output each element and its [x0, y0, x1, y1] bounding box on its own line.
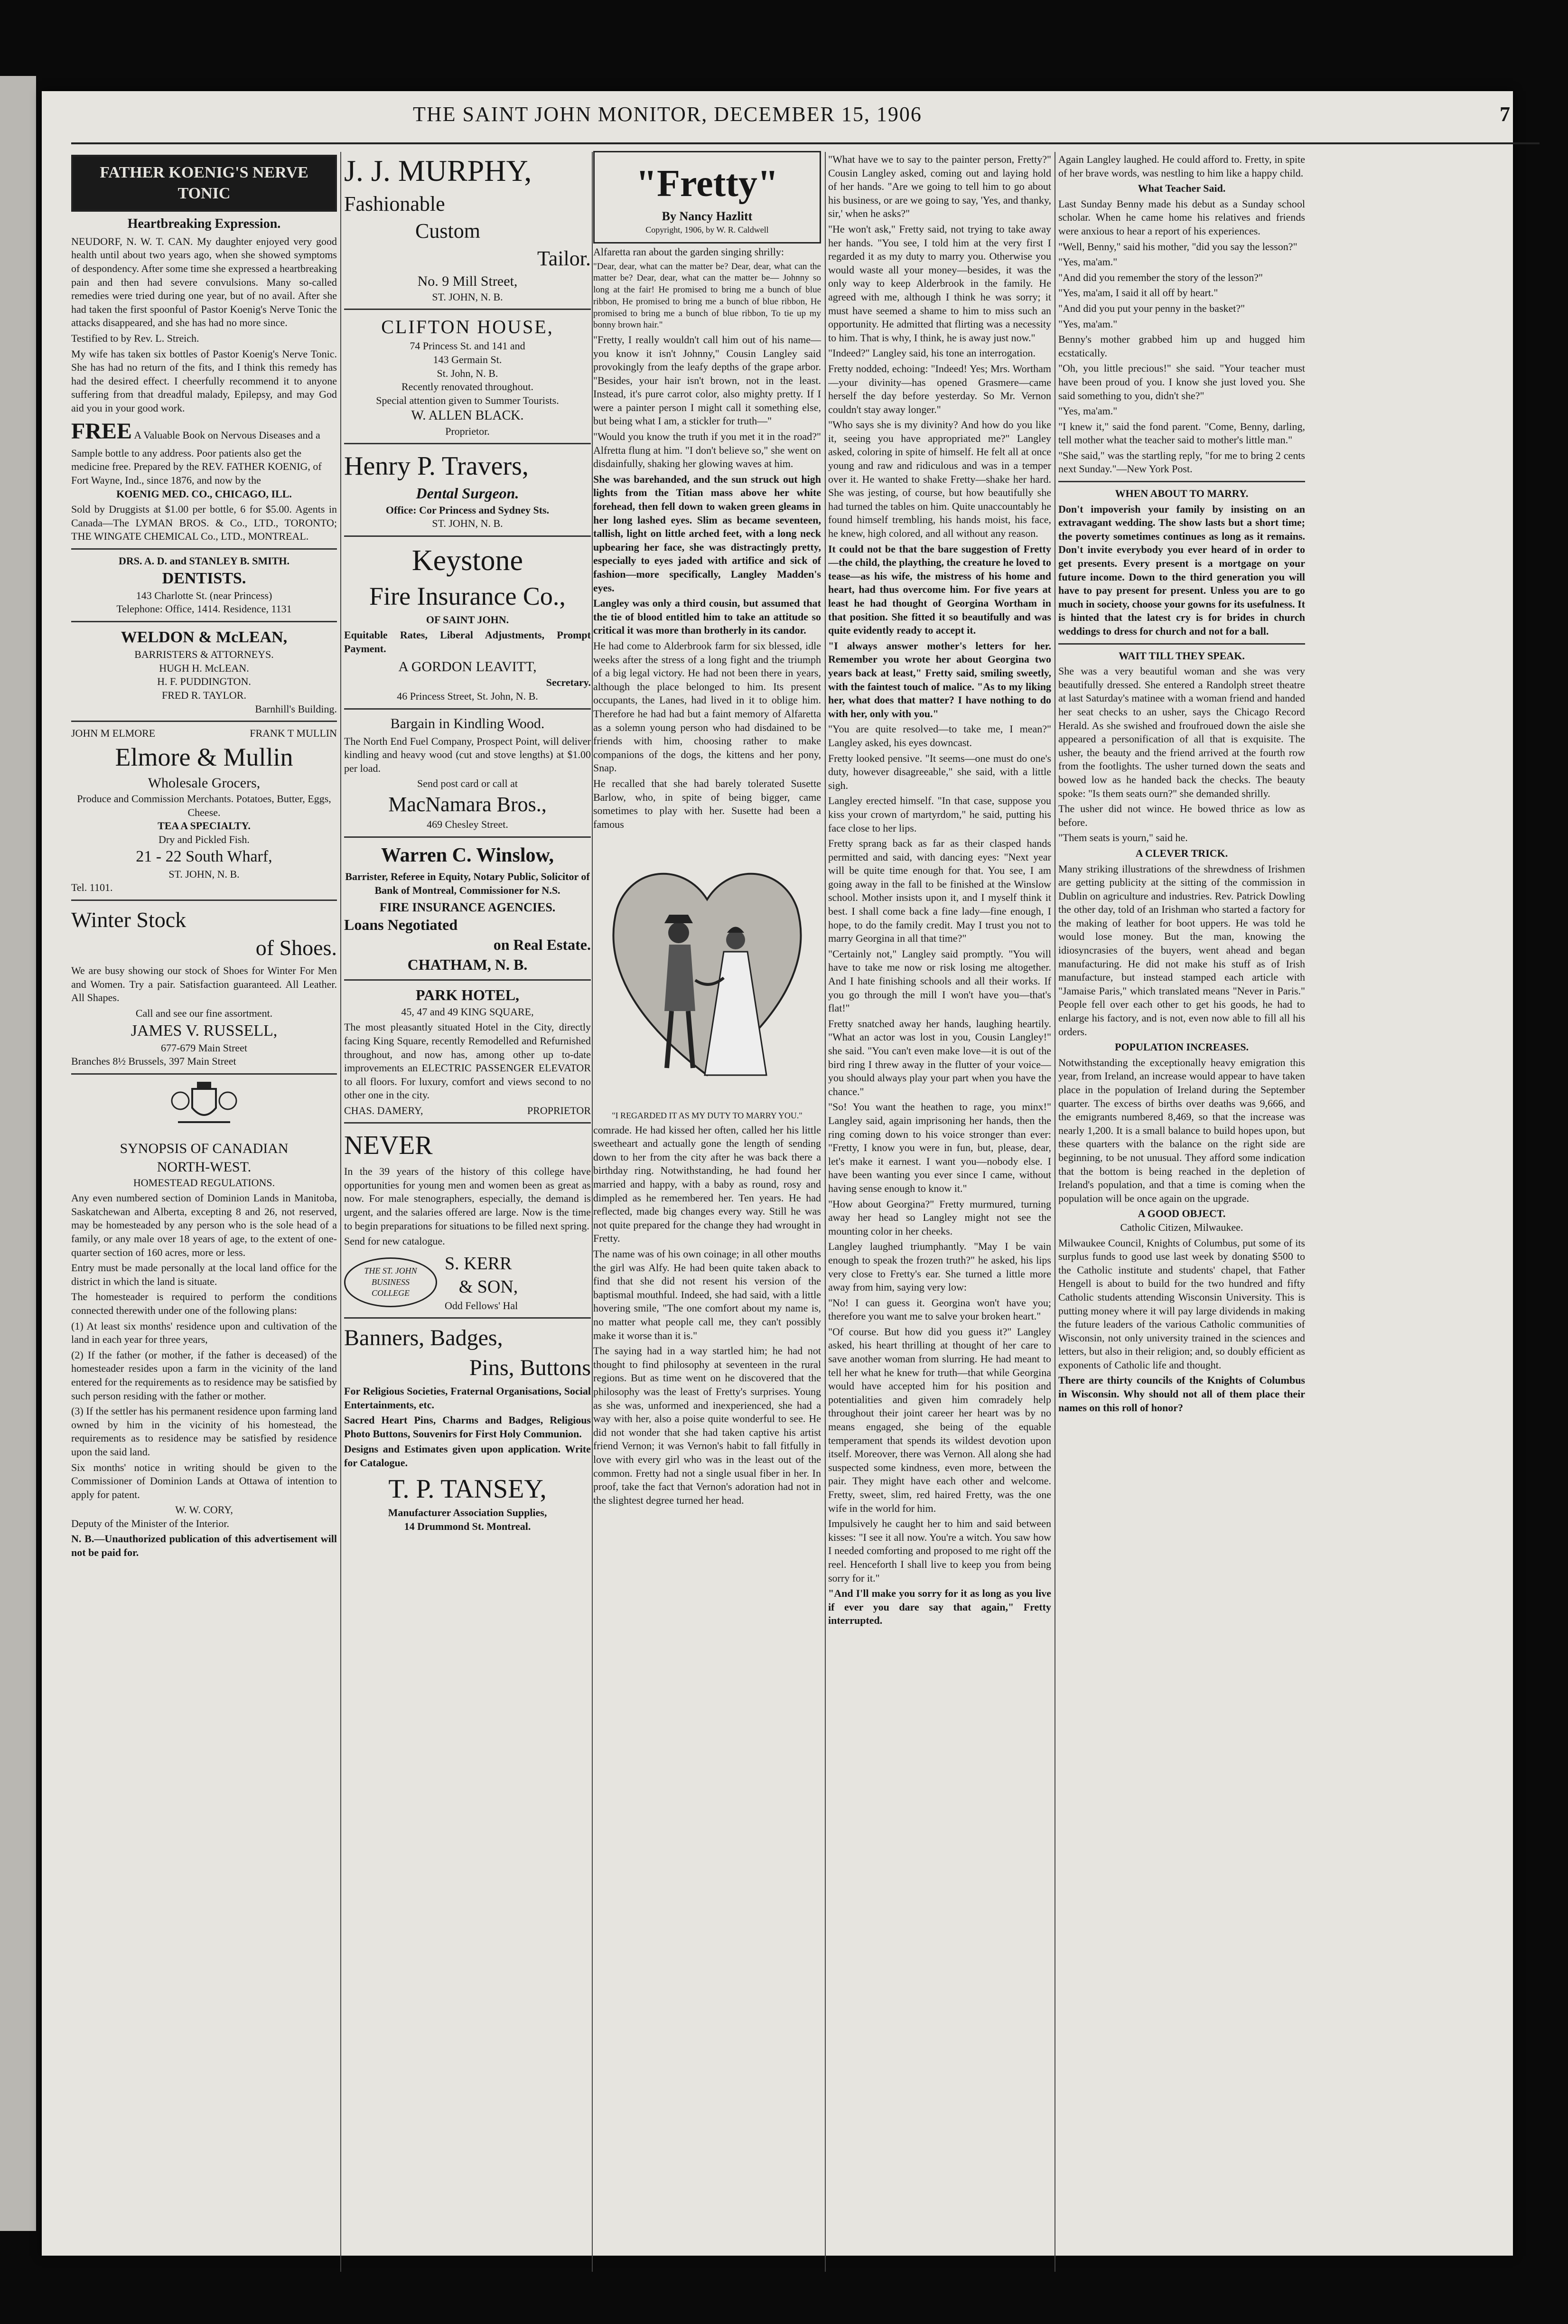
keystone-heading: Fire Insurance Co., [369, 582, 566, 611]
divider [71, 548, 337, 550]
weldon-subtitle: BARRISTERS & ATTORNEYS. [134, 648, 274, 661]
story-paragraph: Fretty nodded, echoing: "Indeed! Yes; Mrs. Wortham—your divinity—has opened Grasmere—came herself the day before yesterday. So Mr. Vernon couldn't stay away longer." [828, 362, 1051, 415]
story-paragraph: "No! I can guess it. Georgina won't have you; therefore you want me to salve your broken heart." [828, 1296, 1051, 1322]
story-paragraph: He had come to Alderbrook farm for six blessed, idle weeks after the stress of a long fight and the triumph of a big legal victory. He had not been there in years, although the place belonged to him. Its present occupants, the Lanes, had lived in it to oblige him. Therefore he had had but a faint memory of Alfaretta as a solemn young person who had disdained to be friends with him, choosing rather to make companions of the dogs, the kittens and her pony, Snap. [593, 639, 821, 774]
synopsis-paragraph: (3) If the settler has his permanent residence upon farming land owned by him in the vicinity of his homestead, the requirements as to residence may be satisfied by residence upon the said land. [71, 1405, 337, 1458]
divider [344, 708, 591, 710]
travers-city: ST. JOHN, N. B. [432, 517, 503, 530]
story-paragraph: "What have we to say to the painter person, Fretty?" Cousin Langley asked, coming out and laying hold of her hands. "Are we going to tell him to go about his business, or are we going to say, 'Yes, and thanky, sir,' when he asks?" [828, 153, 1051, 220]
murphy-address: No. 9 Mill Street, [417, 273, 518, 289]
shoes-call: Call and see our fine assortment. [135, 1007, 273, 1020]
kerr-block [445, 1252, 518, 1312]
heart-illustration [603, 838, 812, 1104]
column-rule [825, 152, 826, 2272]
story-paragraph: "Of course. But how did you guess it?" Langley asked, his heart thrilling at thought of her care to save another woman from slurring. He had meant to tell her what he knew for truth—that while Georgina would have accepted him for his position and potentialities and given him comradely help throughout their joint career her heart was by no means engaged, she being of the equable temperament that spends its wildest devotion upon itself. Moreover, there was Vernon. All along she had suspected some kindness, even more, between the pair. They might have each other and welcome. Fretty, sweet, slim, red haired Fretty, was the one wife in the world for him. [828, 1325, 1051, 1514]
divider [71, 621, 337, 622]
article-paragraph: Don't impoverish your family by insisting on an extravagant wedding. The show lasts but a short time; the poverty sometimes continues as long as it remains. Don't invite everybody you ever heard of in order to get presents. Every present is a mortgage on your future income. Down to the third generation you will have to pay present for present. Unless you are to go much in society, choose your gowns for its usefulness. It is hinted that the latest cry is for brides in church weddings to dress for church and not for a ball. [1058, 503, 1305, 637]
column-5 [1058, 151, 1305, 2272]
story-paragraph: "I always answer mother's letters for her. Remember you wrote her about Georgina two years back at least," Fretty said, smiling sweetly, with the faintest touch of malice. "As to my liking her, what does that matter? I have nothing to do with her, only with you." [828, 639, 1051, 720]
kindling-body: The North End Fuel Company, Prospect Point, will deliver kindling and heavy wood (cut and stove lengths) at $1.00 per load. [344, 735, 591, 774]
banners-body: For Religious Societies, Fraternal Organisations, Social Entertainments, etc. [344, 1385, 591, 1411]
kerr-heading: S. KERR [445, 1253, 512, 1274]
article-paragraph: The usher did not wince. He bowed thrice as low as before. [1058, 803, 1305, 828]
synopsis-paragraph: (1) At least six months' residence upon and cultivation of the land in each year for three years, [71, 1320, 337, 1346]
murphy-line: Tailor. [537, 246, 591, 270]
article-paragraph: "She said," was the startling reply, "for me to bring 2 cents next Sunday."—New York Post. [1058, 449, 1305, 475]
article-paragraph: "And did you put your penny in the basket?" [1058, 302, 1245, 314]
story-paragraph: He recalled that she had barely tolerated Susette Barlow, who, in spite of being bigger, came sometimes to play with her. Susette had been a famous [593, 777, 821, 830]
synopsis-signer-title: Deputy of the Minister of the Interior. [71, 1517, 229, 1529]
kindling-heading: Bargain in Kindling Wood. [390, 715, 545, 731]
story-paragraph: The saying had in a way startled him; he had not thought to find philosophy at seventeen in the rural regions. But as time went on he discovered that the philosophy was the least of Fretty's surprises. Young as she was, unformed and inexperienced, she had a way with her, also a poise quite wonderful to see. He did not wonder that she had taken captive his artist friend Vernon; it was Vernon's habit to fall fitfully in love with every girl who was in the least out of the common. Fretty had not a single usual fiber in her. In proof, take the fact that Vernon's adoration had not in the slightest degree turned her head. [593, 1345, 821, 1506]
koenig-price: Sold by Druggists at $1.00 per bottle, 6 for $5.00. Agents in Canada—The LYMAN BROS. & Co., LTD., TORONTO; THE WINGATE CHEMICAL Co., LTD., MONTREAL. [71, 503, 337, 543]
article-paragraph: "Yes, ma'am." [1058, 256, 1118, 268]
synopsis-note: N. B.—Unauthorized publication of this advertisement will not be paid for. [71, 1533, 337, 1559]
winslow-loans: Loans Negotiated [344, 916, 458, 934]
clifton-proprietor: Proprietor. [445, 425, 490, 437]
ad-heading: Heartbreaking Expression. [127, 216, 281, 232]
header-rule [71, 142, 1540, 144]
story-paragraph: Langley laughed triumphantly. "May I be vain enough to speak the frozen truth?" he asked, his lips very close to Fretty's ear. She turned a little more away from him, saying very low: [828, 1240, 1051, 1293]
story-paragraph: "Would you know the truth if you met it in the road?" Alfretta flung at him. "I don't believe so," she went on disdainfully, shaking her glowing waves at him. [593, 431, 821, 470]
keystone-agent: A GORDON LEAVITT, [398, 659, 537, 675]
article-paragraph: "Yes, ma'am, I said it all off by heart." [1058, 287, 1218, 299]
story-paragraph: "And I'll make you sorry for it as long as you live if ever you dare say that again," Fretty interrupted. [828, 1587, 1051, 1627]
russell-address: 677-679 Main Street [160, 1041, 248, 1054]
college-heading: NEVER [344, 1131, 433, 1161]
ad-body: NEUDORF, N. W. T. CAN. My daughter enjoyed very good health until about two years ago, when she showed symptoms of despondency. After some time she expressed a heartbreaking pain and then had severe convulsions. Many so-called remedies were tried during one year, but of no avail. After she had taken the first spoonful of Pastor Koenig's Nerve Tonic the attacks disappeared, and she has had no more since. [71, 235, 337, 329]
article-heading: A CLEVER TRICK. [1135, 847, 1228, 859]
elmore-partner: FRANK T MULLIN [250, 727, 337, 740]
synopsis-heading: NORTH-WEST. [157, 1159, 252, 1175]
elmore-city: ST. JOHN, N. B. [168, 868, 240, 880]
kindling-send: Send post card or call at [417, 778, 518, 790]
story-paragraph: "How about Georgina?" Fretty murmured, turning away her head so Langley might not see the mounting color in her cheeks. [828, 1198, 1051, 1237]
synopsis-paragraph: The homesteader is required to perform the conditions connected therewith under one of the following plans: [71, 1291, 337, 1316]
elmore-address: 21 - 22 South Wharf, [136, 848, 272, 866]
page-number: 7 [1500, 103, 1511, 126]
banners-heading: Pins, Buttons [469, 1355, 591, 1380]
divider [344, 979, 591, 981]
story-paragraph: Fretty snatched away her hands, laughing heartily. "What an actor was lost in you, Cousin Langley!" she said. "You can't even make love—it is out of the bird ring I threw away in the flutter of your voice—you should always play your part when you have the chance." [828, 1017, 1051, 1097]
weldon-name: HUGH H. McLEAN. [159, 662, 249, 674]
winslow-body: Barrister, Referee in Equity, Notary Public, Solicitor of Bank of Montreal, Commissioner for N.S. [345, 871, 590, 896]
free-label: FREE [71, 419, 132, 444]
article-paragraph: Last Sunday Benny made his debut as a Sunday school scholar. When he came home his relatives and friends were anxious to hear a report of his experiences. [1058, 197, 1305, 237]
article-heading: WAIT TILL THEY SPEAK. [1119, 649, 1245, 662]
column-1 [71, 151, 337, 2272]
article-paragraph: "Them seats is yourn," said he. [1058, 832, 1188, 844]
divider [344, 1122, 591, 1124]
masthead [71, 102, 1549, 140]
macnamara-address: 469 Chesley Street. [427, 818, 508, 831]
article-paragraph: She was a very beautiful woman and she was very beautifully dressed. She entered a Randolph street theatre at last Saturday's matinee with a woman friend and handed her seat checks to an usher, says the Chicago Record Herald. As she swished and froufroued down the aisle she appeared a personification of all that is exquisite. The usher, the beauty and the friend arrived at the fourth row from the footlights. The usher turned down the seats and bowed low as he handed back the checks. The beauty spoke: "Is them seats ourn?" she demanded shrilly. [1058, 665, 1305, 799]
elmore-specialty: TEA A SPECIALTY. [158, 820, 251, 832]
elmore-telephone: Tel. 1101. [71, 881, 113, 894]
clifton-address: 74 Princess St. and 141 and [410, 340, 525, 352]
illustration-caption: "I REGARDED IT AS MY DUTY TO MARRY YOU." [612, 1111, 803, 1121]
synopsis-paragraph: Six months' notice in writing should be given to the Commissioner of Dominion Lands at Ottawa of intention to apply for patent. [71, 1461, 337, 1500]
story-paragraph: Fretty sprang back as far as their clasped hands permitted and said, with dancing eyes: "Next year will be quite time enough for that. You see, I am going away in the fall to be finished at the Winslow school. Mother insists upon it, and I myself think it best. I shall come back a fine lady—fine enough, I hope, to do the family credit. May I trust you not to marry Georgina in all that time?" [828, 837, 1051, 945]
story-title-box [593, 151, 821, 244]
divider [71, 900, 337, 901]
college-signature [344, 1252, 591, 1312]
story-byline: By Nancy Hazlitt [662, 209, 753, 223]
park-address: 45, 47 and 49 KING SQUARE, [401, 1005, 534, 1018]
column-4 [828, 151, 1051, 2272]
story-paragraph: Alfaretta ran about the garden singing shrilly: [593, 246, 784, 258]
kerr-heading: & SON, [458, 1277, 518, 1297]
story-title: "Fretty" [635, 163, 779, 205]
park-body: The most pleasantly situated Hotel in the City, directly facing King Square, recently Remodelled and Refurnished throughout, and now has, among other up to-date improvements an ELECTRIC PASSENGER ELEVATOR to all floors. For luxury, comfort and views second to no other one in the city. [344, 1021, 591, 1101]
murphy-line: Fashionable [344, 192, 445, 216]
dentists-telephone: Telephone: Office, 1414. Residence, 1131 [116, 603, 292, 615]
clifton-renovated: Recently renovated throughout. [401, 381, 533, 393]
keystone-address: 46 Princess Street, St. John, N. B. [397, 690, 538, 703]
article-paragraph: Notwithstanding the exceptionally heavy emigration this year, from Ireland, an increase would appear to have taken place in the population of Ireland during the September quarter. The excess of births over deaths was 9,666, and the emigrants numbered 8,469, so that the increase was nearly 1,200. It is a small balance to build hopes upon, but these quarters with the balance on the right side are beginning, to be not unusual. They afford some indication that the bottom is being reached in the depletion of Ireland's population, and that a time is coming when the population will be once again on the upgrade. [1058, 1056, 1305, 1204]
story-paragraph: comrade. He had kissed her often, called her his little sweetheart and actually gone the length of sending down to her from the city after he was back there a birthday ring. Notwithstanding, he had found her married and happy, with a baby as round, rosy and dimpled as he remembered her. Ten years. He had reflected, made big changes every way. Still he was not quite prepared for the change they had wrought in Fretty. [593, 1124, 821, 1245]
page-header-title: THE SAINT JOHN MONITOR, DECEMBER 15, 1906 [413, 103, 922, 126]
winslow-fire: FIRE INSURANCE AGENCIES. [379, 900, 556, 914]
weldon-address: Barnhill's Building. [255, 703, 337, 715]
divider [344, 309, 591, 310]
story-paragraph: "Indeed?" Langley said, his tone an interrogation. [828, 347, 1036, 359]
article-heading: WHEN ABOUT TO MARRY. [1115, 487, 1249, 500]
elmore-partner: JOHN M ELMORE [71, 727, 156, 740]
synopsis-heading: SYNOPSIS OF CANADIAN [120, 1140, 289, 1156]
keystone-location: OF SAINT JOHN. [426, 613, 509, 626]
murphy-city: ST. JOHN, N. B. [432, 290, 503, 303]
story-paragraph: "You are quite resolved—to take me, I mean?" Langley asked, his eyes downcast. [828, 723, 1051, 749]
dentists-address: 143 Charlotte St. (near Princess) [136, 589, 272, 601]
koenig-company: KOENIG MED. CO., CHICAGO, ILL. [116, 487, 292, 500]
banners-body: Designs and Estimates given upon application. Write for Catalogue. [344, 1443, 591, 1469]
winslow-estate: on Real Estate. [493, 936, 591, 953]
divider [71, 1073, 337, 1075]
shoes-heading: Winter Stock [71, 907, 187, 932]
story-paragraph: It could not be that the bare suggestion of Fretty—the child, the plaything, the creature he loved to tease—as his wife, the mistress of his home and heart, had thus overcome him. For five years at least he had thought of Georgina Wortham in that position. She fitted it so beautifully and was quite evidently ready to accept it. [828, 543, 1051, 637]
story-paragraph: Impulsively he caught her to him and said between kisses: "I see it all now. You're a witch. You saw how I needed comforting and proposed to me right off the reel. Henceforth I shall live to keep you from being sorry for it." [828, 1518, 1051, 1584]
elmore-heading: Elmore & Mullin [115, 742, 293, 771]
column-rule [592, 152, 593, 2272]
college-logo: THE ST. JOHN BUSINESS COLLEGE [344, 1257, 437, 1307]
murphy-heading: J. J. MURPHY, [344, 154, 532, 187]
story-paragraph: Again Langley laughed. He could afford to. Fretty, in spite of her brave words, was nestling to him like a happy child. [1058, 153, 1305, 179]
clifton-city: St. John, N. B. [437, 367, 498, 379]
story-paragraph: "Who says she is my divinity? And how do you like it, seeing you have appropriated me?" Langley asked, coloring in spite of himself. He felt all at once young and raw and ridiculous and was in a temper over it. He wanted to shake Fretty—shake her hard. She was jesting, of course, but how beautifully she had turned the tables on him. Quite unaccountably he found himself trembling, his hands moist, his face, he knew, high colored, and all without any reason. [828, 419, 1051, 540]
story-paragraph: She was barehanded, and the sun struck out high lights from the Titian mass above her white forehead, then fell down to waken green gleams in her long lashed eyes. Slim as became seventeen, tallish, light on little arched feet, with a long neck upbearing her face, she was distractingly pretty, especially to eyes jaded with artifice and sick of fashion—more specifically, Langley Madden's eyes. [593, 473, 821, 594]
travers-heading: Henry P. Travers, [344, 451, 529, 481]
clifton-special: Special attention given to Summer Tourists. [376, 394, 559, 406]
article-paragraph: "Yes, ma'am." [1058, 405, 1118, 417]
murphy-line: Custom [415, 219, 480, 243]
tansey-heading: T. P. TANSEY, [388, 1474, 547, 1504]
story-verse: "Dear, dear, what can the matter be? Dear, dear, what can the matter be? Dear, dear, what can the matter be— Johnny so long at the fair! He promised to bring me a bunch of blue ribbon, He promised to bring me a bunch of blue ribbon, He promised to bring me a bunch of blue ribbon, To tie up my bonny brown hair." [593, 261, 821, 330]
park-proprietor: PROPRIETOR [527, 1104, 591, 1116]
weldon-heading: WELDON & McLEAN, [121, 628, 288, 646]
synopsis-subheading: HOMESTEAD REGULATIONS. [133, 1176, 275, 1189]
banners-heading: Banners, Badges, [344, 1325, 503, 1351]
article-paragraph: There are thirty councils of the Knights of Columbus in Wisconsin. Why should not all of them place their names on this roll of honor? [1058, 1374, 1305, 1414]
elmore-partners [71, 727, 337, 740]
synopsis-paragraph: Entry must be made personally at the local land office for the district in which the land is situate. [71, 1262, 337, 1287]
article-source: Catholic Citizen, Milwaukee. [1120, 1221, 1243, 1233]
free-offer: A Valuable Book on Nervous Diseases and a Sample bottle to any address. Poor patients also get the medicine free. Prepared by the REV. FATHER KOENIG, of Fort Wayne, Ind., since 1876, and now by the [71, 429, 322, 487]
article-heading: POPULATION INCREASES. [1115, 1041, 1249, 1053]
divider [71, 721, 337, 722]
divider [344, 1317, 591, 1319]
ad-body: My wife has taken six bottles of Pastor Koenig's Nerve Tonic. She has had no return of the fits, and I think this remedy has had the desired effect. I cheerfully recommend it to anyone suffering from that dreadful malady, Epilepsy, and may God aid you in your good work. [71, 347, 337, 414]
coat-of-arms-icon [71, 1079, 337, 1135]
article-paragraph: "Well, Benny," said his mother, "did you say the lesson?" [1058, 240, 1297, 253]
banners-body: Sacred Heart Pins, Charms and Badges, Religious Photo Buttons, Souvenirs for First Holy Communion. [344, 1414, 591, 1440]
kerr-hall: Fellows' Hal [465, 1299, 518, 1312]
article-paragraph: "Oh, you little precious!" she said. "Your teacher must have been proud of you. I know she just loved you. She said something to you, didn't she?" [1058, 362, 1305, 402]
divider [344, 535, 591, 537]
column-3 [593, 151, 821, 2272]
article-heading: What Teacher Said. [1138, 182, 1226, 195]
story-paragraph: "Fretty, I really wouldn't call him out of his name—you know it isn't Johnny," Cousin Langley said provokingly from the leafy depths of the grape arbor. "Besides, your hair isn't brown, not in the least. Instead, it's pure carrot color, also mighty pretty. If I were a painter person I might call it something else, but being what I am, a stickler for truth—" [593, 333, 821, 427]
adjacent-page-edge [0, 76, 36, 2231]
travers-office: Office: Cor Princess and Sydney Sts. [385, 504, 550, 516]
park-owner: CHAS. DAMERY, [344, 1104, 423, 1116]
tansey-address: 14 Drummond St. Montreal. [404, 1520, 531, 1532]
story-paragraph: "So! You want the heathen to rage, you minx!" Langley said, again imprisoning her hands, then the ring coming down to his voice stronger than ever: "Fretty, I know you were in fun, but, please, dear, let's make it earnest. I want you—nobody else. I have been wanting you ever since I came, without having sense enough to know it." [828, 1101, 1051, 1194]
shoes-heading: of Shoes. [255, 936, 337, 960]
elmore-body: Produce and Commission Merchants. Potatoes, Butter, Eggs, Cheese. [77, 792, 331, 818]
russell-branches: Branches 8½ Brussels, 397 Main Street [71, 1055, 236, 1068]
winslow-heading: Warren C. Winslow, [381, 844, 554, 866]
weldon-name: FRED R. TAYLOR. [162, 689, 246, 701]
shoes-body: We are busy showing our stock of Shoes for Winter For Men and Women. Try a pair. Satisfaction guaranteed. All Leather. All Shapes. [71, 965, 337, 1004]
keystone-heading: Keystone [411, 544, 523, 577]
winslow-city: CHATHAM, N. B. [407, 956, 528, 973]
article-paragraph: Milwaukee Council, Knights of Columbus, put some of its surplus funds to good use last week by donating $500 to the Catholic institute and students' chapel, that Father Hengell is about to build for the two hundred and fifty Catholic students attending Wisconsin University. This is putting money where it will pay large dividends in making the future leaders of the various Catholic communities of Wisconsin, not only university trained in the sciences and letters, but also in their religion; and, so doubly efficient as exponents of Catholic life and thought. [1058, 1237, 1305, 1371]
travers-subtitle: Dental Surgeon. [416, 485, 519, 502]
story-paragraph: Langley erected himself. "In that case, suppose you kiss your crown of martyrdom," he said, putting his face close to her lips. [828, 795, 1051, 834]
article-paragraph: "And did you remember the story of the lesson?" [1058, 271, 1263, 283]
dentists-names: DRS. A. D. and STANLEY B. SMITH. [118, 555, 290, 567]
tansey-subtitle: Manufacturer Association Supplies, [388, 1507, 547, 1519]
synopsis-paragraph: (2) If the father (or mother, if the father is deceased) of the homesteader resides upon a farm in the vicinity of the land entered for the requirements as to residence may be satisfied by such person residing with the father or mother. [71, 1349, 337, 1402]
weldon-name: H. F. PUDDINGTON. [157, 675, 251, 688]
park-owner-row [344, 1104, 591, 1118]
keystone-body: Equitable Rates, Liberal Adjustments, Prompt Payment. [344, 629, 591, 655]
elmore-subtitle: Wholesale Grocers, [148, 775, 261, 791]
article-paragraph: Many striking illustrations of the shrewdness of Irishmen are getting publicity at the sitting of the commission in Dublin on agriculture and industries. Rev. Patrick Dowling the other day, told of an Irishman who started a factory for the making of leather for boot uppers. He was told he would lose money. But the man, knowing the idiosyncrasies of the buyers, went ahead and began manufacturing. He did not make his stuff as of Irish manufacture, but instead stamped each article with "Jamaise Paris," which translated means "Never in Paris." People fell over each other to get his goods, he had to enlarge his factory, and is not, even now able to fill all his orders. [1058, 862, 1305, 1038]
kerr-odd: Odd [445, 1299, 463, 1312]
column-2 [344, 151, 591, 2272]
clifton-address: 143 Germain St. [433, 353, 502, 365]
macnamara-heading: MacNamara Bros., [388, 793, 547, 816]
park-heading: PARK HOTEL, [415, 986, 520, 1004]
elmore-fish: Dry and Pickled Fish. [159, 833, 250, 845]
article-paragraph: "I knew it," said the fond parent. "Come, Benny, darling, tell mother what the teacher said to mother's little man." [1058, 420, 1305, 446]
story-paragraph: Langley was only a third cousin, but assumed that the tie of blood entitled him to take an attitude so critical it was more than brotherly in its candor. [593, 597, 821, 637]
nerve-tonic-logo [71, 155, 337, 212]
story-paragraph: "He won't ask," Fretty said, not trying to take away her hands. "You see, I told him at the very first I regarded it as my duty to marry you. Otherwise you would waste all your money—besides, it was the only way to keep Alderbrook in the family. He agreed with me, although I think he was sorry; it must have seemed a shame to him to miss such an opportunity. He admitted that flirting was a necessity to him. That is why, I think, he is away just now." [828, 223, 1051, 344]
keystone-secretary: Secretary. [546, 676, 591, 689]
dentists-heading: DENTISTS. [162, 569, 246, 587]
article-heading: A GOOD OBJECT. [1138, 1208, 1226, 1220]
divider [344, 836, 591, 838]
divider [1058, 481, 1305, 482]
college-catalogue: Send for new catalogue. [344, 1235, 445, 1247]
article-paragraph: "Yes, ma'am." [1058, 318, 1118, 330]
clifton-owner: W. ALLEN BLACK. [411, 408, 524, 423]
story-paragraph: "Certainly not," Langley said promptly. "You will have to take me now or risk losing me altogether. And I hate finishing schools and all their works. If you go through the mill I won't have you—that's flat!" [828, 947, 1051, 1014]
synopsis-signer: W. W. CORY, [175, 1504, 233, 1516]
synopsis-paragraph: Any even numbered section of Dominion Lands in Manitoba, Saskatchewan and Alberta, excepting 8 and 26, not reserved, may be homesteaded by any person who is the sole head of a family, or any male over 18 years of age, to the extent of one-quarter section of 160 acres, more or less. [71, 1192, 337, 1258]
story-paragraph: Fretty looked pensive. "It seems—one must do one's duty, however disagreeable," she said, with a little sigh. [828, 752, 1051, 791]
divider [1058, 643, 1305, 645]
article-paragraph: Benny's mother grabbed him up and hugged him ecstatically. [1058, 333, 1305, 359]
nerve-tonic-logo-text: FATHER KOENIG'S NERVE TONIC [100, 164, 308, 203]
russell-heading: JAMES V. RUSSELL, [131, 1021, 278, 1040]
clifton-heading: CLIFTON HOUSE, [381, 316, 554, 338]
divider [344, 443, 591, 444]
story-copyright: Copyright, 1906, by W. R. Caldwell [645, 225, 769, 234]
story-paragraph: The name was of his own coinage; in all other mouths the girl was Alfy. He had been quite taken aback to find that she did not resent his version of the baptismal mouthful. Indeed, she had said, with a little hovering smile, "The one comfort about my name is, no matter what people call me, they can't possibly make it worse than it is." [593, 1248, 821, 1341]
college-body: In the 39 years of the history of this college have opportunities for young men and women been as great as now. For male stenographers, especially, the demand is urgent, and the salaries offered are large. Now is the time to begin preparations for situations to be filled next spring. [344, 1165, 591, 1232]
column-rule [340, 152, 341, 2272]
ad-signature: Testified to by Rev. L. Streich. [71, 332, 199, 344]
